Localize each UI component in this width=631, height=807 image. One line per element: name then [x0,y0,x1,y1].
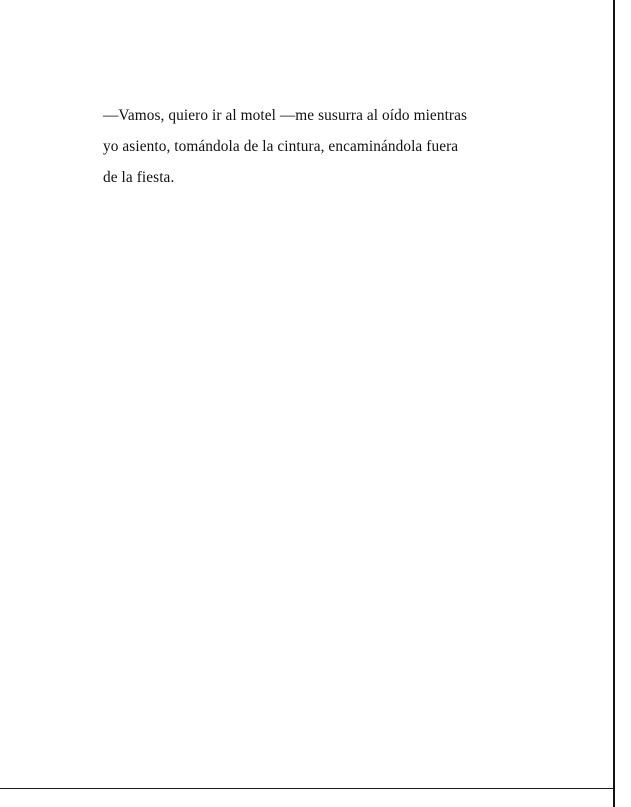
right-edge-rule [613,0,615,807]
paragraph: —Vamos, quiero ir al motel —me susurra al oído mientras yo asiento, tomándola de la cintura, encaminándola fuera de la fiesta. [103,107,471,186]
page-right-edge [613,0,631,807]
body-text-block [103,100,475,193]
bottom-divider [0,788,613,789]
